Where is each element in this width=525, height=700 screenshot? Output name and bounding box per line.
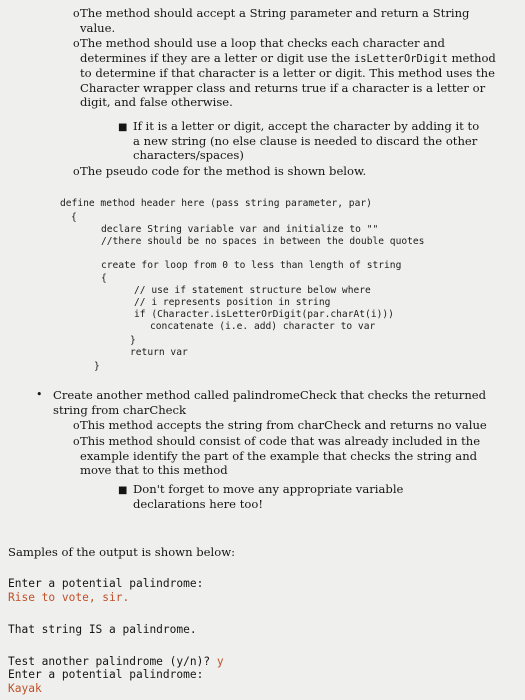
sample-prompt: Enter a potential palindrome: [8,577,204,590]
requirement-accepts-string: This method accepts the string from charCheck and returns no value [80,418,487,432]
code-line: { [71,212,77,223]
samples-heading: Samples of the output is shown below: [8,545,236,559]
square-bullet-icon: ■ [118,122,128,133]
requirement-string-param: The method should accept a String parameter and return a String value. [80,6,470,35]
dot-bullet-icon: • [36,388,43,401]
sample-prompt: Test another palindrome (y/n)? y [8,655,224,668]
hollow-bullet-icon: o [73,435,80,448]
code-line: concatenate (i.e. add) character to var [150,321,376,332]
sample-user-input: y [216,655,224,668]
hollow-bullet-icon: o [73,37,80,50]
code-line: define method header here (pass string parameter, par) [60,198,372,209]
hollow-bullet-icon: o [73,7,80,20]
requirement-move-code: This method should consist of code that was already included in the example identify the part of the example that checks the string and move that to this method [80,434,481,478]
code-line: } [130,335,136,346]
code-line: create for loop from 0 to less than length of string [101,260,402,271]
sample-user-input: Kayak [8,682,42,695]
code-line: // use if statement structure below where [134,285,371,296]
requirement-pseudocode: The pseudo code for the method is shown below. [80,164,367,178]
code-line: { [101,273,107,284]
sample-user-input: Rise to vote, sir. [8,591,130,604]
inline-code-isletterordigit: isLetterOrDigit [353,52,448,65]
requirement-move-declarations: Don't forget to move any appropriate variable declarations here too! [133,482,404,511]
requirement-loop: The method should use a loop that checks each character and determines if they are a letter or digit use the isLetterOrDigit method to determine if that character is a letter or digit. This method uses the Character wrapper class and returns true if a character is a letter or digit, and false otherwise. [80,36,496,110]
code-line: } [94,361,100,372]
requirement-accept-character: If it is a letter or digit, accept the character by adding it to a new string (no else clause is needed to discard the other characters/spaces) [133,119,480,163]
code-line: // i represents position in string [134,297,331,308]
hollow-bullet-icon: o [73,165,80,178]
code-line: //there should be no spaces in between the double quotes [101,236,425,247]
square-bullet-icon: ■ [118,485,128,496]
code-line: return var [130,347,188,358]
requirement-palindrome-check: Create another method called palindromeCheck that checks the returned string from charCheck [53,388,487,417]
code-line: declare String variable var and initialize to "" [101,224,379,235]
code-line: if (Character.isLetterOrDigit(par.charAt(i))) [134,309,394,320]
sample-prompt: Enter a potential palindrome: [8,668,204,681]
sample-result: That string IS a palindrome. [8,623,197,636]
hollow-bullet-icon: o [73,419,80,432]
